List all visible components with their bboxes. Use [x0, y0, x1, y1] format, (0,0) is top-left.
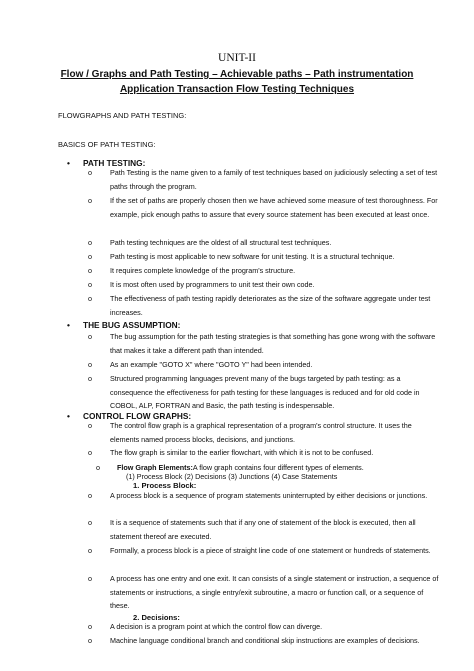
- flow-graph-elements-heading: Flow Graph Elements:: [117, 463, 193, 472]
- process-block-item: o A process block is a sequence of program statements uninterrupted by either decisions or junctions.: [110, 489, 440, 503]
- sub-bullet-icon: o: [88, 574, 92, 583]
- flow-graph-elements: o Flow Graph Elements:A flow graph contains four different types of elements.: [96, 463, 364, 472]
- path-testing-item: o Path Testing is the name given to a family of test techniques based on judiciously selecting a set of test paths through the program.: [88, 168, 438, 191]
- process-block-item: o It is a sequence of statements such that if any one of statement of the block is executed, then all statement thereof are executed.: [88, 518, 416, 541]
- bug-assumption-item: o As an example "GOTO X" where "GOTO Y" had been intended.: [110, 358, 440, 372]
- sub-bullet-icon: o: [88, 518, 92, 527]
- sub-bullet-icon: o: [88, 332, 92, 341]
- process-block-item: o A process has one entry and one exit. It can consists of a single statement or instruction, a sequence of statements or instructions, a single entry/exit subroutine, a macro or function call, or a sequence of these.: [88, 574, 439, 610]
- control-flow-item: o The flow graph is similar to the earlier flowchart, with which it is not to be confused.: [110, 446, 440, 460]
- bullet-icon: •: [67, 411, 70, 421]
- path-testing-item: o Path testing is most applicable to new software for unit testing. It is a structural technique.: [110, 250, 440, 264]
- sub-bullet-icon: o: [88, 622, 92, 631]
- document-title-line1: Flow / Graphs and Path Testing – Achievable paths – Path instrumentation: [60, 69, 414, 80]
- sub-bullet-icon: o: [88, 238, 92, 247]
- control-flow-item: o The control flow graph is a graphical representation of a program's control structure. It uses the elements named process blocks, decisions, and junctions.: [88, 421, 412, 444]
- sub-bullet-icon: o: [96, 463, 100, 472]
- section-heading-flowgraphs: FLOWGRAPHS AND PATH TESTING:: [58, 111, 187, 120]
- process-block-heading: 1. Process Block:: [133, 481, 197, 490]
- sub-bullet-icon: o: [88, 252, 92, 261]
- sub-bullet-icon: o: [88, 168, 92, 177]
- bullet-icon: •: [67, 158, 70, 168]
- sub-bullet-icon: o: [88, 636, 92, 645]
- path-testing-item: o If the set of paths are properly chosen then we have achieved some measure of test thoroughness. For example, pick enough paths to assure that every source statement has been executed at least once.: [88, 196, 438, 219]
- flow-graph-elements-list: (1) Process Block (2) Decisions (3) Junctions (4) Case Statements: [126, 472, 338, 481]
- section-heading-basics: BASICS OF PATH TESTING:: [58, 140, 156, 149]
- sub-bullet-icon: o: [88, 196, 92, 205]
- decision-item: o Machine language conditional branch and conditional skip instructions are examples of decisions.: [110, 634, 440, 648]
- sub-bullet-icon: o: [88, 266, 92, 275]
- path-testing-heading: PATH TESTING:: [83, 158, 146, 168]
- sub-bullet-icon: o: [88, 280, 92, 289]
- sub-bullet-icon: o: [88, 546, 92, 555]
- bullet-icon: •: [67, 320, 70, 330]
- sub-bullet-icon: o: [88, 491, 92, 500]
- path-testing-item: o It is most often used by programmers to unit test their own code.: [110, 278, 440, 292]
- bug-assumption-item: o The bug assumption for the path testing strategies is that something has gone wrong with the software that makes it take a different path than intended.: [88, 332, 436, 355]
- sub-bullet-icon: o: [88, 421, 92, 430]
- control-flow-heading: CONTROL FLOW GRAPHS:: [83, 411, 192, 421]
- unit-title: UNIT-II: [218, 52, 256, 64]
- decision-item: o A decision is a program point at which the control flow can diverge.: [110, 620, 440, 634]
- sub-bullet-icon: o: [88, 360, 92, 369]
- sub-bullet-icon: o: [88, 294, 92, 303]
- sub-bullet-icon: o: [88, 374, 92, 383]
- path-testing-item: o Path testing techniques are the oldest of all structural test techniques.: [110, 236, 440, 250]
- sub-bullet-icon: o: [88, 448, 92, 457]
- bug-assumption-item: o Structured programming languages prevent many of the bugs targeted by path testing: as a consequence the effectiveness for path testing for these languages is reduced and for old code in COBOL, ALP, FORTRAN and Basic, the path testing is indespensable.: [88, 374, 420, 410]
- bug-assumption-heading: THE BUG ASSUMPTION:: [83, 320, 181, 330]
- document-title-line2: Application Transaction Flow Testing Techniques: [119, 84, 355, 95]
- decisions-heading: 2. Decisions:: [133, 613, 180, 622]
- path-testing-item: o It requires complete knowledge of the program's structure.: [110, 264, 440, 278]
- path-testing-item: o The effectiveness of path testing rapidly deteriorates as the size of the software aggregate under test increases.: [88, 294, 431, 317]
- process-block-item: o Formally, a process block is a piece of straight line code of one statement or hundreds of statements.: [110, 544, 440, 558]
- bullet-heading-bug-assumption: [67, 320, 180, 330]
